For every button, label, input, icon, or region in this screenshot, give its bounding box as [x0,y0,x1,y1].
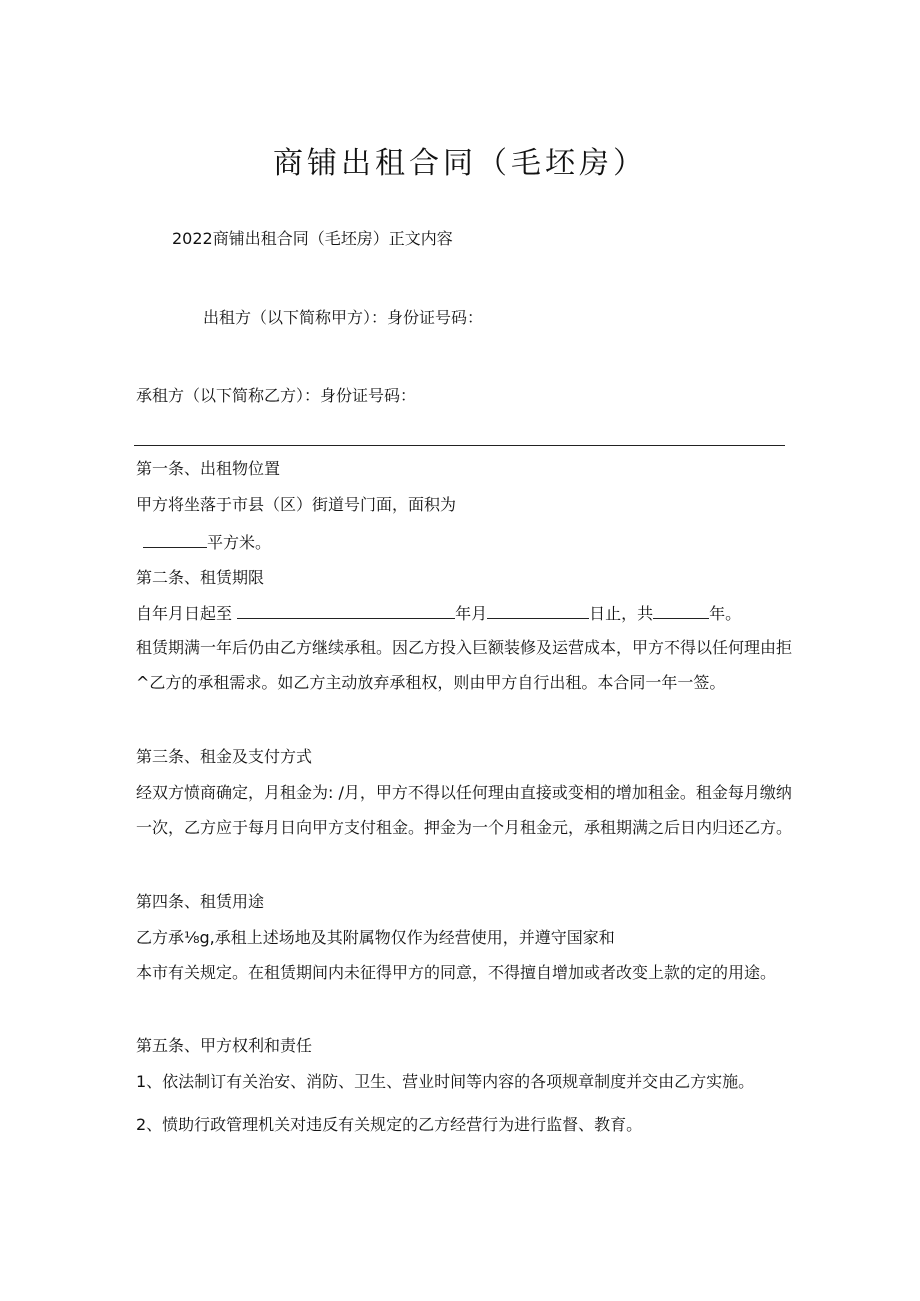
term-mid1: 年月 [455,604,488,623]
term-suffix: 年。 [709,604,742,623]
article3-body: 经双方愤商确定，月租金为: /月，甲方不得以任何理由直接或变相的增加租金。租金每月缴纳一次，乙方应于每月日向甲方支付租金。押金为一个月租金元，承租期满之后日内归还乙方。 [136,783,793,837]
article5-heading: 第五条、甲方权利和责任 [136,1036,313,1055]
term-mid2: 日止，共 [589,604,654,623]
article5-item1: 1、依法制订有关治安、消防、卫生、营业时间等内容的各项规章制度并交由乙方实施。 [136,1072,755,1091]
term-prefix: 自年月日起至 [136,604,233,623]
article5-item2: 2、愤助行政管理机关对违反有关规定的乙方经营行为进行监督、教育。 [136,1115,643,1134]
article1-heading: 第一条、出租物位置 [136,459,281,478]
document-subtitle: 2022商铺出租合同（毛坯房）正文内容 [172,229,453,248]
article2-heading: 第二条、租赁期限 [136,568,265,587]
article1-area [143,531,271,554]
term-years-blank [653,602,709,619]
lessor-line: 出租方（以下简称甲方）：身份证号码： [203,308,484,327]
article1-location: 甲方将坐落于市县（区）街道号门面，面积为 [136,495,457,514]
term-day-blank [487,602,589,619]
article4-usage: 乙方承⅛g,承租上述场地及其附属物仅作为经营使用，并遵守国家和 [136,928,615,947]
article2-term [136,602,741,625]
document-title: 商铺出租合同（毛坯房） [273,146,647,181]
area-blank [143,531,207,548]
divider-line [134,445,785,446]
article4-heading: 第四条、租赁用途 [136,892,265,911]
area-suffix: 平方米。 [207,533,272,552]
article4-body: 本市有关规定。在租赁期间内未征得甲方的同意，不得擅自增加或者改变上款的定的用途。 [136,963,777,982]
term-end-blank [237,602,455,619]
lessee-line: 承租方（以下简称乙方）：身份证号码： [136,386,417,405]
article2-body: 租赁期满一年后仍由乙方继续承租。因乙方投入巨额装修及运营成本，甲方不得以任何理由拒^乙方的承租需求。如乙方主动放弃承租权，则由甲方自行出租。本合同一年一签。 [136,638,793,692]
article3-heading: 第三条、租金及支付方式 [136,747,313,766]
